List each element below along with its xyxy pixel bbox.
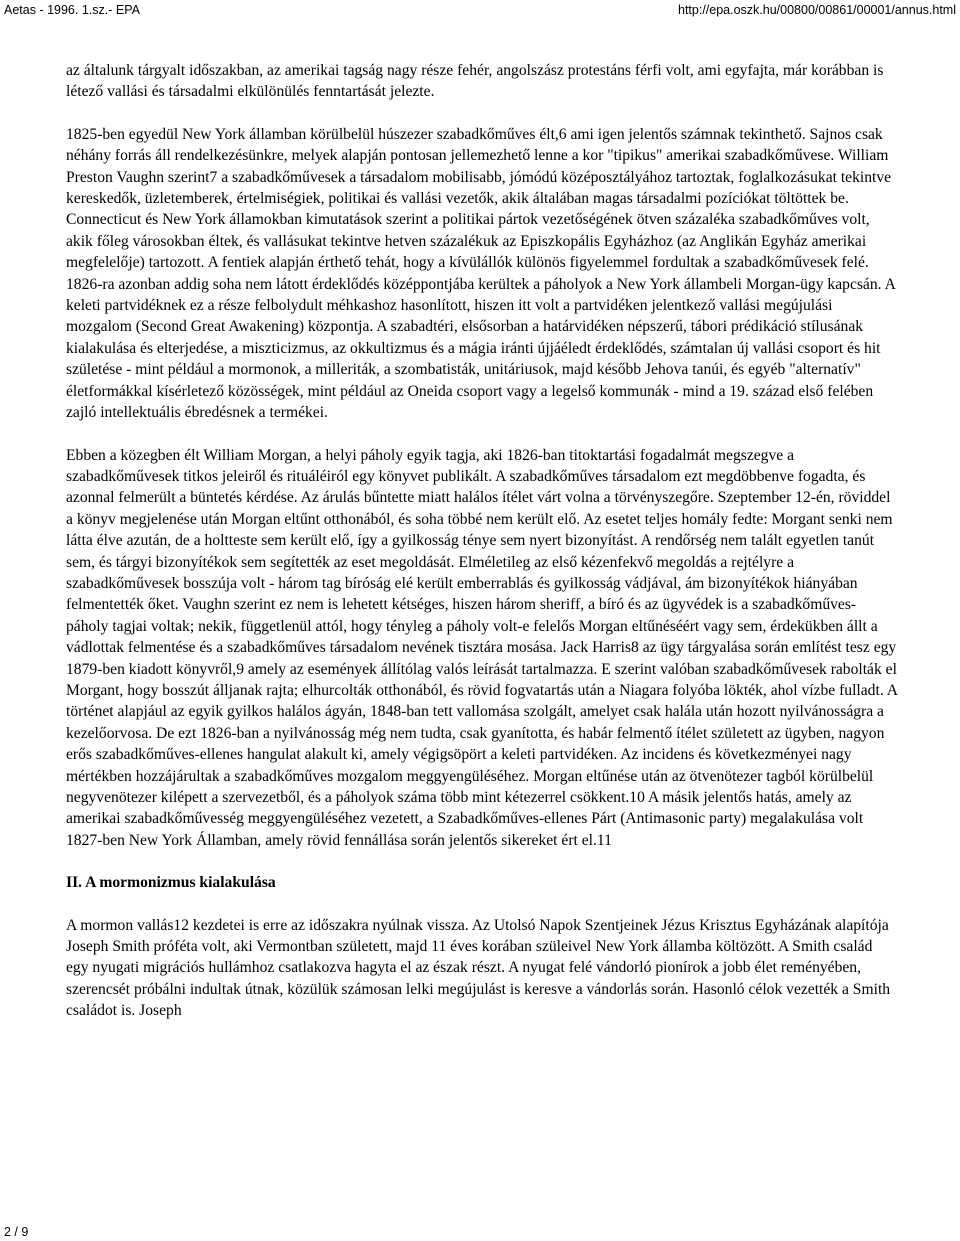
paragraph-3: Ebben a közegben élt William Morgan, a helyi páholy egyik tagja, aki 1826-ban titoktartási fogadalmát megszegve a szabadkőművesek titkos jeleiről és rituáléiról egy könyvet publikált. A szabadkőműves társadalom ezt megdöbbenve fogadta, és azonnal felmerült a büntetés kérdése. Az árulás bűntette miatt halálos ítélet várt volna a törvényszegőre. Szeptember 12-én, röviddel a könyv megjelenése után Morgan eltűnt otthonából, és soha többé nem került elő. Az esetet teljes homály fedte: Morgant senki nem látta élve azután, de a holtteste sem került elő, így a gyilkosság ténye sem nyert bizonyítást. A rendőrség nem talált egyetlen tanút sem, és tárgyi bizonyítékok sem segítették az eset megoldását. Elméletileg az első kézenfekvő megoldás a rejtélyre a szabadkőművesek bosszúja volt - három tag bíróság elé került emberrablás és gyilkosság vádjával, ám bizonyítékok hiányában felmentették őket. Vaughn szerint ez nem is lehetett kétséges, hiszen három sheriff, a bíró és az ügyvédek is a szabadkőműves-páholy tagjai voltak; nekik, függetlenül attól, hogy tényleg a páholy volt-e felelős Morgan eltűnéséért vagy sem, érdekükben állt a vádlottak felmentése és a szabadkőműves társadalom nevének tisztára mosása. Jack Harris8 az ügy tárgyalása során említést tesz egy 1879-ben kiadott könyvről,9 amely az események állítólag valós leírását tartalmazza. E szerint valóban szabadkőművesek rabolták el Morgant, hogy bosszút álljanak rajta; elhurcolták otthonából, és rövid fogvatartás után a Niagara folyóba lökték, ahol vízbe fulladt. A történet alapjául az egyik gyilkos halálos ágyán, 1848-ban tett vallomása szolgált, amelyet csak halála után hozott nyilvánosságra a kezelőorvosa. De ezt 1826-ban a nyilvánosság még nem tudta, csak gyanította, és habár felmentő ítélet született az ügyben, nagyon erős szabadkőműves-ellenes hangulat alakult ki, amely végigsöpört a keleti partvidéken. Az incidens és következményei nagy mértékben hozzájárultak a szabadkőműves mozgalom meggyengüléséhez. Morgan eltűnése után az ötvenötezer tagból körülbelül negyvenötezer kilépett a szervezetből, és a páholyok száma több mint kétezerrel csökkent.10 A másik jelentős hatás, amely az amerikai szabadkőművesség meggyengüléséhez vezetett, a Szabadkőműves-ellenes Párt (Antimasonic party) megalakulása volt 1827-ben New York Államban, amely rövid fennállása során jelentős sikereket ért el.11: [66, 446, 898, 849]
article-body: [66, 60, 898, 1022]
header-source-title: Aetas - 1996. 1.sz.- EPA: [4, 3, 140, 17]
paragraph-2: 1825-ben egyedül New York államban körülbelül húszezer szabadkőműves élt,6 ami igen jelentős számnak tekinthető. Sajnos csak néhány forrás áll rendelkezésünkre, melyek alapján pontosan jellemezhető lenne a kor "tipikus" amerikai szabadkőművese. William Preston Vaughn szerint7 a szabadkőművesek a társadalom mobilisabb, jómódú középosztályához tartoztak, foglalkozásukat tekintve kereskedők, üzletemberek, értelmiségiek, politikai és vallási vezetők, akik általában magas társadalmi pozíciókat töltöttek be. Connecticut és New York államokban kimutatások szerint a politikai pártok vezetőségének ötven százaléka szabadkőműves volt, akik főleg városokban éltek, és vallásukat tekintve hetven százalékuk az Episzkopális Egyházhoz (az Anglikán Egyház amerikai megfelelője) tartozott. A fentiek alapján érthető tehát, hogy a kívülállók különös figyelemmel fordultak a szabadkőművesek felé. 1826-ra azonban addig soha nem látott érdeklődés középpontjába kerültek a páholyok a New York állambeli Morgan-ügy kapcsán. A keleti partvidéknek ez a része felbolydult méhkashoz hasonlított, hiszen itt volt a partvidéken jelentkező vallási megújulási mozgalom (Second Great Awakening) központja. A szabadtéri, elsősorban a határvidéken népszerű, tábori prédikáció stílusának kialakulása és elterjedése, a miszticizmus, az okkultizmus és a mágia iránti újjáéledt érdeklődés, számtalan új vallási csoport és hit születése - mint például a mormonok, a milleriták, a szombatisták, unitáriusok, majd később Jehova tanúi, és egyéb "alternatív" életformákkal kísérletező közösségek, mint például az Oneida csoport vagy a legelső kommunák - mind a 19. század első felében zajló intellektuális ébredésnek a termékei.: [66, 125, 895, 422]
page-counter: 2 / 9: [4, 1225, 29, 1239]
section-paragraph: A mormon vallás12 kezdetei is erre az időszakra nyúlnak vissza. Az Utolsó Napok Szentjeinek Jézus Krisztus Egyházának alapítója Joseph Smith próféta volt, aki Vermontban született, majd 11 éves korában szüleivel New York államba költözött. A Smith család egy nyugati migrációs hullámhoz csatlakozva hagyta el az észak részt. A nyugat felé vándorló pionírok a jobb élet reményében, szerencsét próbálni indultak útnak, közülük számosan lelki megújulást is keresve a vándorlás során. Hasonló célok vezették a Smith családot is. Joseph: [66, 916, 891, 1020]
header-url: http://epa.oszk.hu/00800/00861/00001/annus.html: [678, 3, 956, 17]
paragraph-1: az általunk tárgyalt időszakban, az amerikai tagság nagy része fehér, angolszász protestáns férfi volt, ami egyfajta, már korábban is létező vallási és társadalmi elkülönülés fenntartását jelezte.: [66, 62, 884, 101]
section-heading: II. A mormonizmus kialakulása: [66, 874, 276, 892]
